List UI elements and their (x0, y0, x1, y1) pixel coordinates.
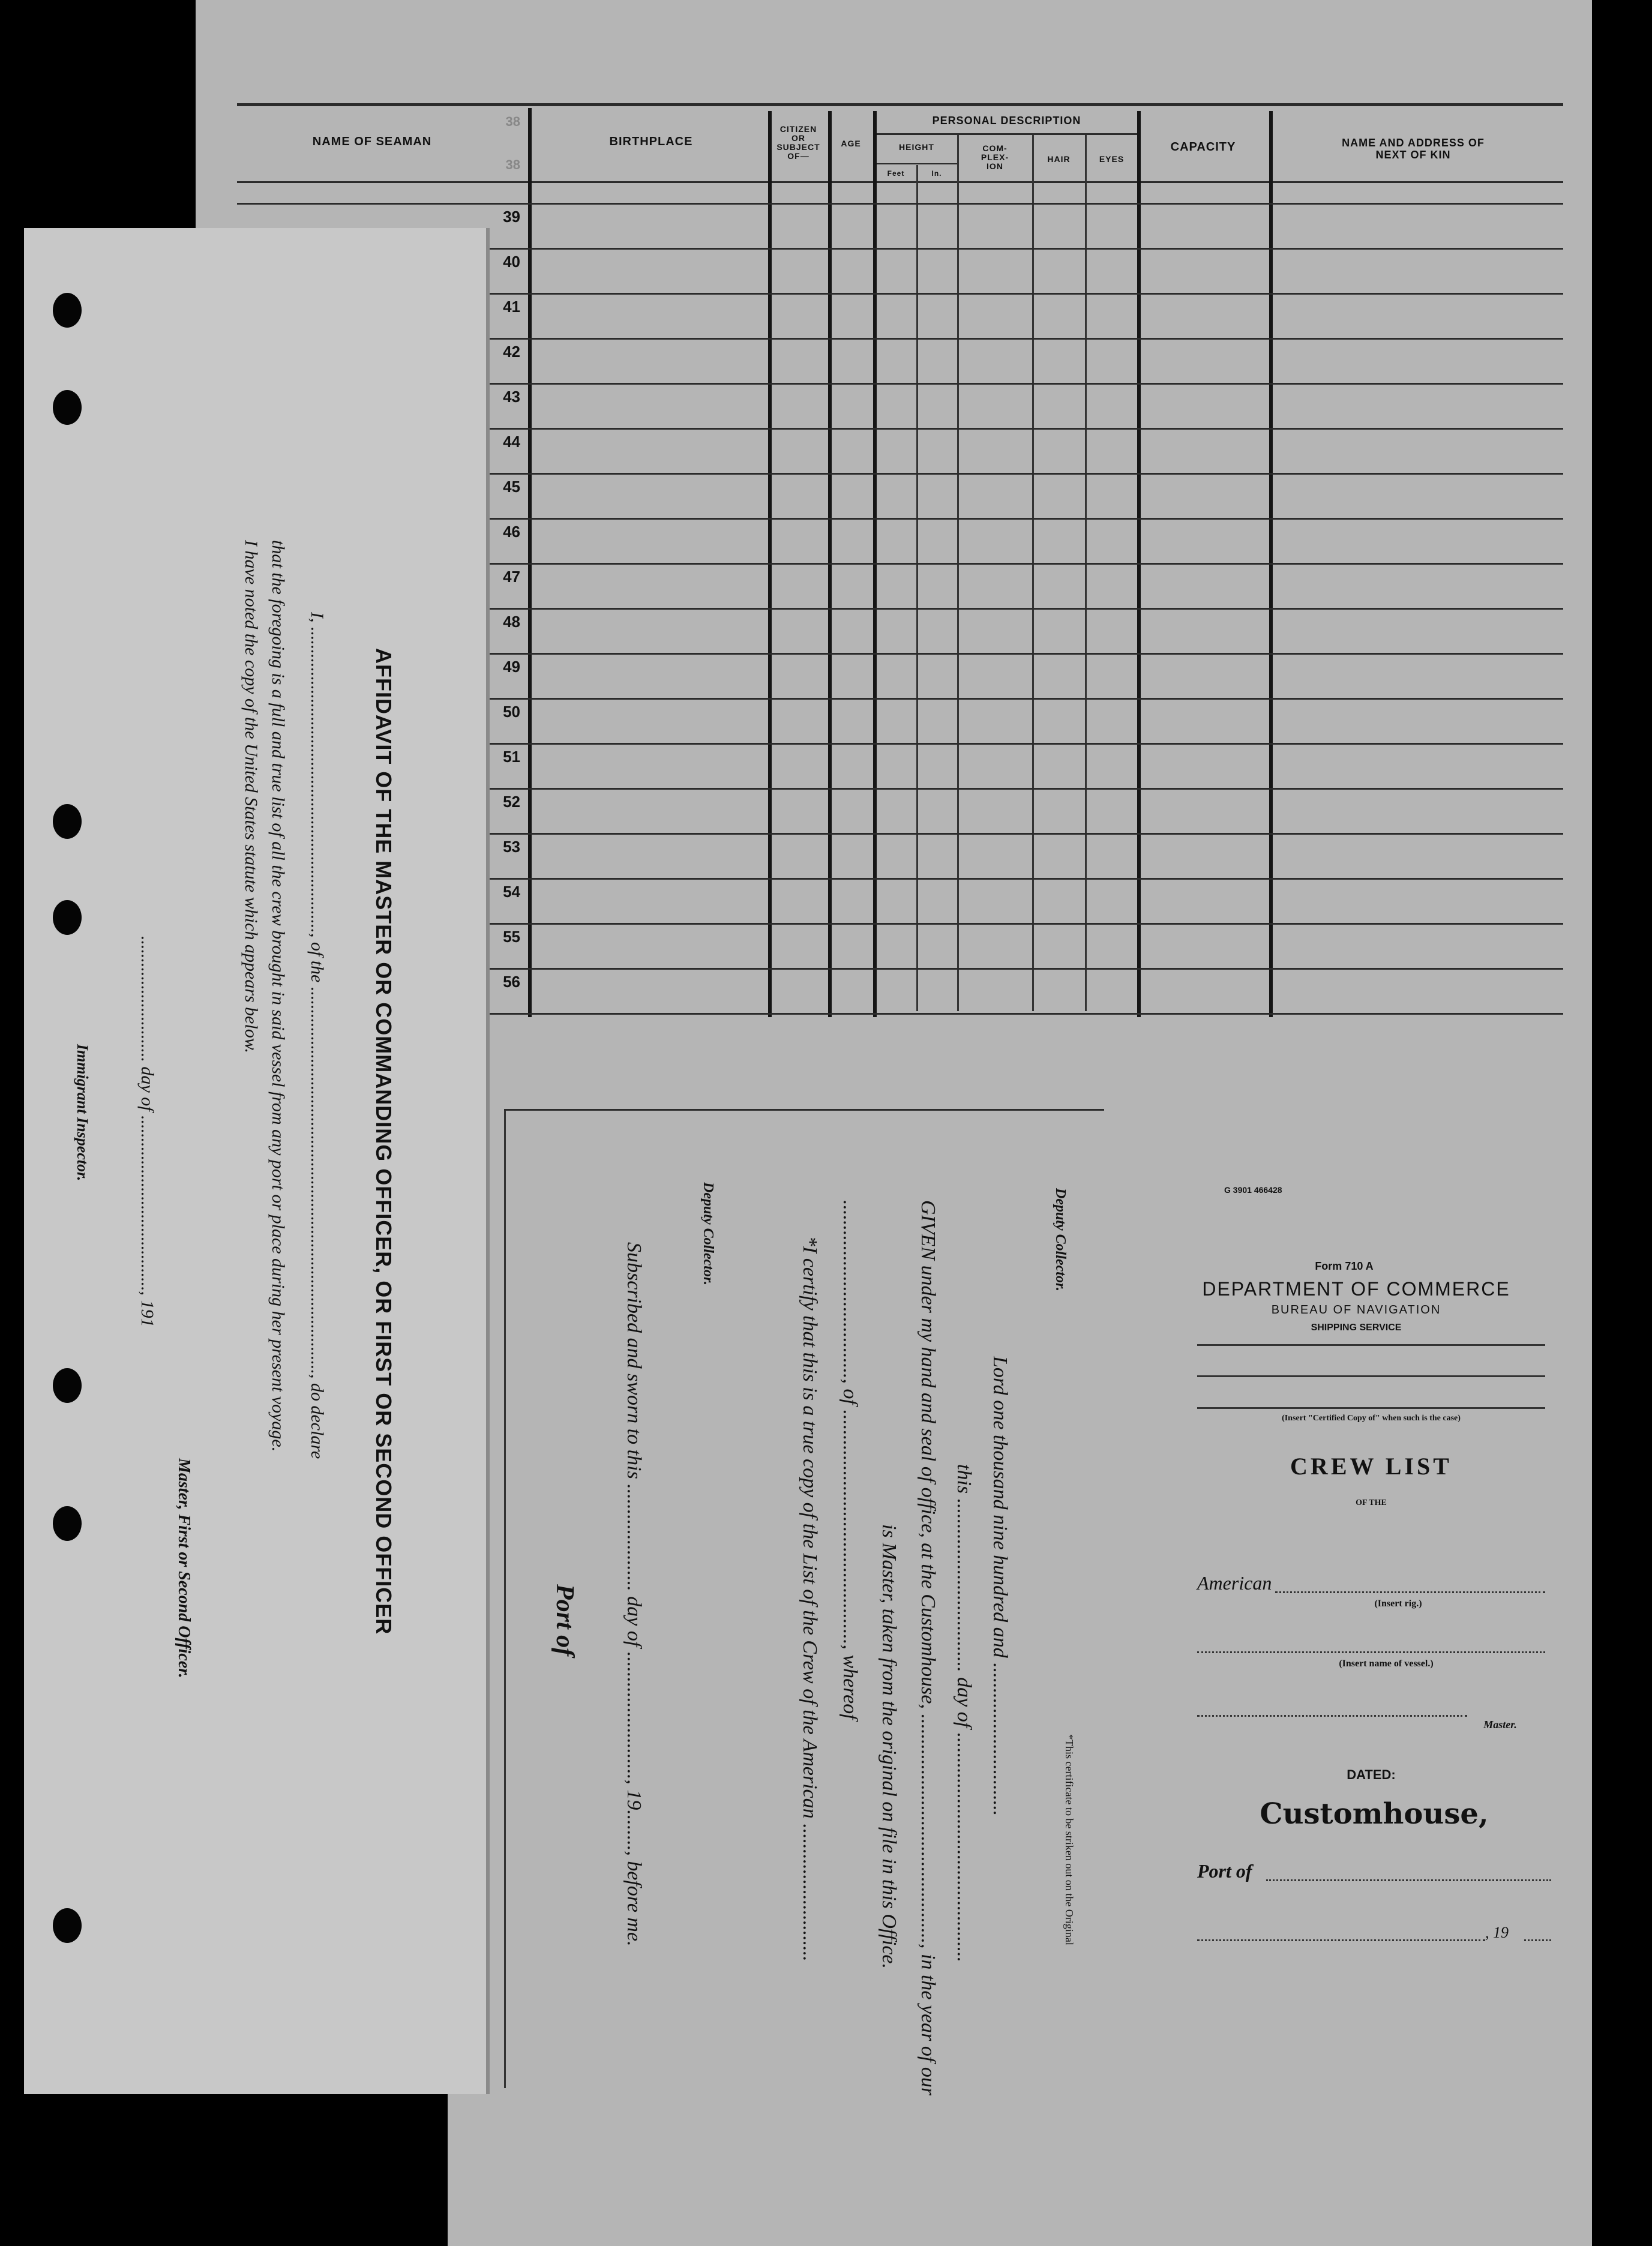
this-day-line: this .................................. day of ............................................. (953, 1464, 975, 1963)
officer-signature-label: Master, First or Second Officer. (175, 1458, 193, 1678)
row-rule (237, 203, 1563, 205)
row-number: 44 (503, 433, 520, 451)
col-rule (1085, 135, 1087, 1011)
footnote: *This certificate to be striken out on the Original (1063, 1734, 1075, 1945)
american-label: American (1197, 1572, 1272, 1594)
row-number: 55 (503, 928, 520, 946)
row-number: 56 (503, 973, 520, 991)
row-number: 51 (503, 748, 520, 766)
department-title: DEPARTMENT OF COMMERCE (1202, 1278, 1510, 1300)
heading-rule (1197, 1375, 1545, 1377)
inspector-label: Immigrant Inspector. (74, 1044, 91, 1182)
lord-line: Lord one thousand nine hundred and .............................. (989, 1356, 1011, 1816)
header-bottom-rule (237, 181, 1563, 183)
table-top-rule (237, 103, 1563, 106)
dated-label: DATED: (1347, 1767, 1396, 1782)
header-height: HEIGHT (899, 142, 934, 152)
row-number: 47 (503, 568, 520, 586)
personal-description-rule (876, 133, 1137, 135)
row-number: 52 (503, 793, 520, 811)
header-citizen: CITIZEN OR SUBJECT OF— (776, 124, 820, 161)
row-number: 45 (503, 478, 520, 496)
col-rule (1032, 135, 1034, 1011)
deputy-collector-label: Deputy Collector. (700, 1182, 716, 1285)
date-field[interactable] (1197, 1939, 1485, 1941)
certificate-top-rule (504, 1109, 1104, 1111)
header-eyes: EYES (1099, 154, 1125, 164)
header-personal-description: PERSONAL DESCRIPTION (932, 115, 1081, 127)
certify-line: *I certify that this is a true copy of the List of the Crew of the American ........................... (799, 1236, 821, 1962)
header-birthplace: BIRTHPLACE (609, 135, 693, 148)
deputy-collector-label-2: Deputy Collector. (1053, 1188, 1068, 1291)
col-rule (916, 165, 918, 1011)
header-name-of-seaman: NAME OF SEAMAN (312, 135, 432, 148)
row-number: 49 (503, 658, 520, 676)
faded-row-number: 38 (505, 114, 520, 129)
print-code: G 3901 466428 (1224, 1185, 1282, 1195)
punch-hole (53, 900, 82, 935)
affidavit-line-2: that the foregoing is a full and true list of all the crew brought in said vessel from any port or place during her present voyage. (268, 540, 288, 1452)
header-hair: HAIR (1047, 154, 1071, 164)
affidavit-date-line: ............................ day of ......................................., 191 (137, 936, 157, 1327)
row-number: 39 (503, 208, 520, 226)
year-label: , 19 (1485, 1924, 1509, 1941)
affidavit-title: AFFIDAVIT OF THE MASTER OR COMMANDING OFFICER, OR FIRST OR SECOND OFFICER (371, 648, 396, 1635)
row-number: 48 (503, 613, 520, 631)
given-line: GIVEN under my hand and seal of office, at the Customhouse, ............................................., in the year of our (917, 1200, 939, 2096)
insert-vessel-note: (Insert name of vessel.) (1339, 1659, 1434, 1669)
row-number: 41 (503, 298, 520, 316)
affidavit-line-1: I, ...................................................................., of the ......................................................................................, do declare (307, 612, 327, 1459)
vessel-name-field[interactable] (1197, 1651, 1545, 1653)
insert-certified-note: (Insert "Certified Copy of" when such is the case) (1282, 1414, 1461, 1423)
crew-list-title: CREW LIST (1290, 1453, 1452, 1480)
is-master-line: is Master, taken from the original on file in this Office. (878, 1524, 900, 1969)
row-number: 50 (503, 703, 520, 721)
master-label: Master. (1483, 1719, 1517, 1731)
heading-rule (1197, 1344, 1545, 1346)
affidavit-strip (24, 228, 486, 2094)
header-age: AGE (841, 139, 861, 148)
col-rule (957, 135, 959, 1011)
service-title: SHIPPING SERVICE (1311, 1323, 1402, 1333)
header-complexion: COM- PLEX- ION (981, 143, 1009, 171)
punch-hole (53, 390, 82, 425)
heading-rule (1197, 1407, 1545, 1409)
subscribed-line: Subscribed and sworn to this ..................... day of ........................., 19........, before me. (623, 1242, 645, 1947)
row-number: 53 (503, 838, 520, 856)
row-number: 40 (503, 253, 520, 271)
header-capacity: CAPACITY (1170, 140, 1236, 154)
insert-rig-note: (Insert rig.) (1374, 1599, 1422, 1609)
header-next-of-kin: NAME AND ADDRESS OF NEXT OF KIN (1342, 137, 1485, 161)
of-whereof-line: ..................................., of .............................................., whereof (839, 1200, 861, 1720)
rig-field[interactable] (1275, 1591, 1545, 1593)
punch-hole (53, 804, 82, 839)
port-of-label: Port of (551, 1584, 578, 1657)
punch-hole (53, 1908, 82, 1943)
punch-hole (53, 1368, 82, 1403)
port-field[interactable] (1266, 1879, 1551, 1881)
customhouse-label: Customhouse, (1260, 1797, 1489, 1831)
row-number: 46 (503, 523, 520, 541)
header-feet: Feet (887, 169, 905, 178)
header-inches: In. (931, 169, 942, 178)
row-number: 43 (503, 388, 520, 406)
port-of-cover-label: Port of (1197, 1860, 1252, 1882)
height-rule (876, 163, 957, 164)
year-field[interactable] (1524, 1939, 1551, 1941)
master-field[interactable] (1197, 1715, 1467, 1717)
bureau-title: BUREAU OF NAVIGATION (1271, 1303, 1441, 1317)
certificate-border (504, 1110, 506, 2088)
form-number: Form 710 A (1315, 1260, 1374, 1272)
of-the-label: OF THE (1356, 1498, 1387, 1507)
row-number: 42 (503, 343, 520, 361)
affidavit-line-3: I have noted the copy of the United States statute which appears below. (241, 540, 261, 1054)
row-number: 54 (503, 883, 520, 901)
punch-hole (53, 293, 82, 328)
punch-hole (53, 1506, 82, 1541)
faded-row-number: 38 (505, 157, 520, 172)
